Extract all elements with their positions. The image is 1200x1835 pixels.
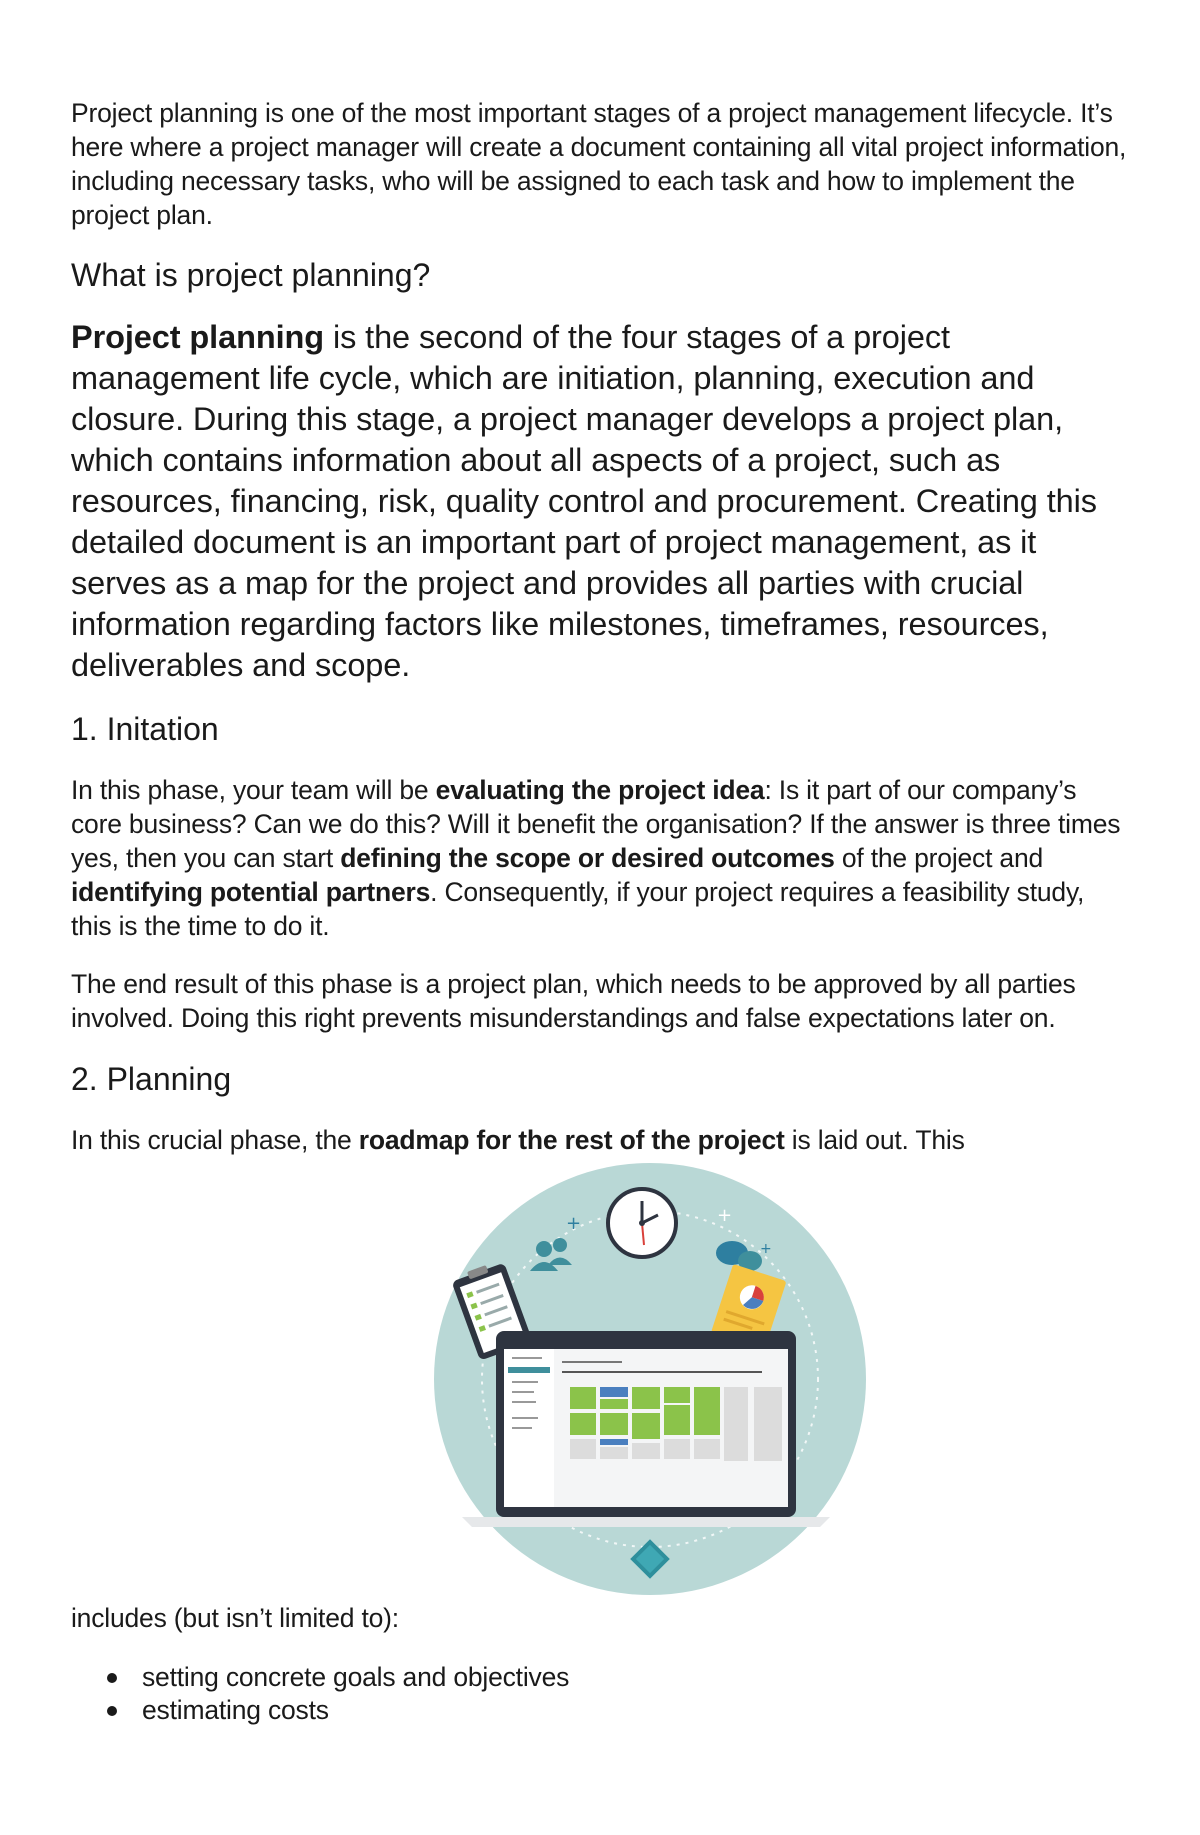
- init-bold-2: defining the scope or desired outcomes: [340, 843, 835, 873]
- planning-bullet-list: [71, 1661, 1131, 1727]
- plan-text-1: In this crucial phase, the: [71, 1125, 359, 1155]
- plan-text-2: is laid out. This: [784, 1125, 965, 1155]
- list-item: [71, 1694, 1131, 1727]
- plan-bold-1: roadmap for the rest of the project: [358, 1125, 785, 1155]
- svg-text:+: +: [566, 1213, 582, 1234]
- definition-text: is the second of the four stages of a project management life cycle, which are initiation, planning, execution and closure. During this stage, a project manager develops a project plan, which contains information about all aspects of a project, such as resources, financing, risk, quality control and procurement. Creating this detailed document is an important part of project management, as it serves as a map for the project and provides all parties with crucial information regarding factors like milestones, timeframes, resources, deliverables and scope.: [71, 319, 1097, 683]
- clock-icon: [608, 1189, 676, 1257]
- intro-paragraph: Project planning is one of the most important stages of a project management lifecycle. It’s here where a project manager will create a document containing all vital project information, including necessary tasks, who will be assigned to each task and how to implement the project plan.: [71, 98, 1127, 230]
- init-text-4: . Consequently, if your project requires a feasibility study, this is the time to do it.: [71, 877, 1085, 941]
- bullet-icon: [107, 1706, 117, 1716]
- definition-lead: Project planning: [71, 319, 325, 355]
- init-text-2: : Is it part of our company’s core business? Can we do this? Will it benefit the organisation? If the answer is three times yes, then you can start: [71, 775, 1121, 873]
- initiation-heading: 1. Initation: [71, 711, 219, 747]
- laptop-icon: [462, 1331, 830, 1527]
- bullet-icon: [107, 1673, 117, 1683]
- init-bold-3: identifying potential partners: [71, 877, 431, 907]
- init-text-3: of the project and: [834, 843, 1044, 873]
- bullet-text: estimating costs: [142, 1695, 329, 1725]
- initiation-paragraph-1: [71, 773, 1131, 943]
- bullet-text: setting concrete goals and objectives: [142, 1662, 570, 1692]
- planning-paragraph-1: [71, 1123, 1131, 1157]
- init-bold-1: evaluating the project idea: [435, 775, 765, 805]
- planning-paragraph-2: includes (but isn’t limited to):: [71, 1603, 399, 1633]
- init-text-1: In this phase, your team will be: [71, 775, 436, 805]
- list-item: [71, 1661, 1131, 1694]
- planning-heading: 2. Planning: [71, 1061, 232, 1097]
- illustration-svg: [432, 1161, 868, 1597]
- svg-text:+: +: [760, 1241, 772, 1257]
- definition-paragraph: [71, 317, 1131, 686]
- document-page: [71, 96, 1131, 1727]
- project-planning-illustration: [71, 1161, 1131, 1597]
- what-is-heading: What is project planning?: [71, 257, 431, 293]
- svg-text:+: +: [717, 1205, 733, 1226]
- initiation-paragraph-2: The end result of this phase is a project plan, which needs to be approved by all parties involved. Doing this right prevents misunderstandings and false expectations later on.: [71, 969, 1076, 1033]
